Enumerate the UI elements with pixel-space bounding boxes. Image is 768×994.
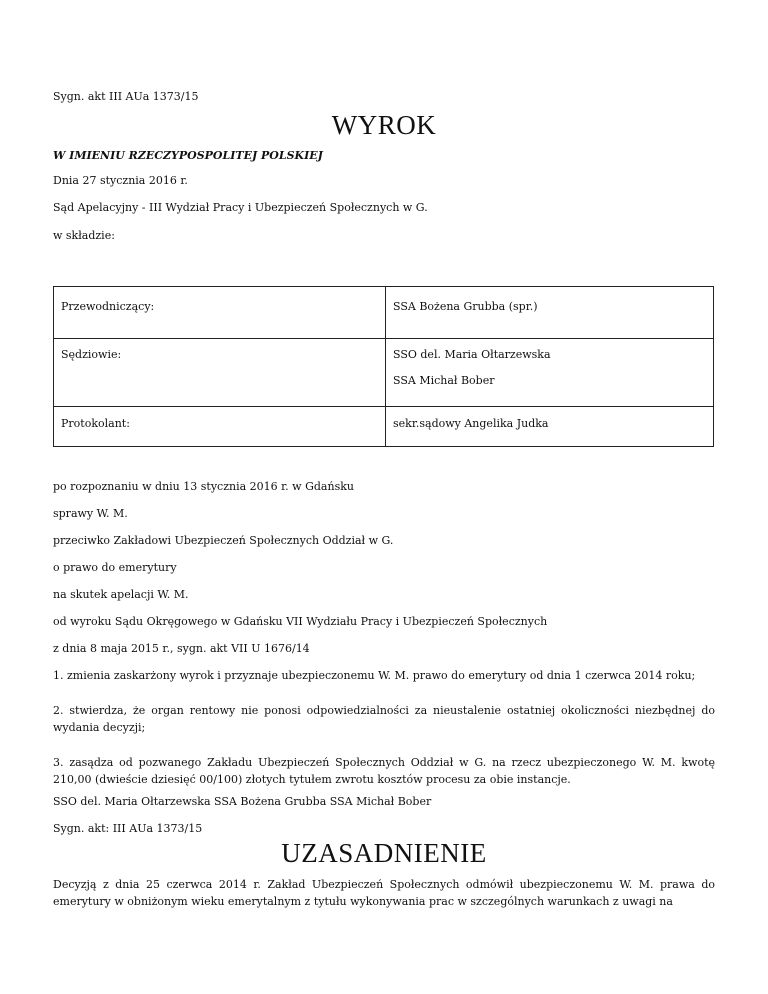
appeal-line: na skutek apelacji W. M.: [53, 588, 189, 601]
clerk-value: sekr.sądowy Angelika Judka: [386, 407, 714, 447]
judgment-date: Dnia 27 stycznia 2016 r.: [53, 174, 188, 187]
composition-table: [53, 286, 714, 447]
judgment-title: WYROK: [331, 110, 437, 140]
ruling-item-2: 2. stwierdza, że organ rentowy nie ponosi odpowiedzialności za nieustalenie ostatniej okoliczności niezbędnej do wydania decyzji;: [53, 704, 715, 734]
ruling-item-3: 3. zasądza od pozwanego Zakładu Ubezpieczeń Społecznych Oddział w G. na rzecz ubezpieczonego W. M. kwotę 210,00 (dwieście dziesięć 00/100) złotych tytułem zwrotu kosztów procesu za obie instancje.: [53, 756, 715, 786]
chair-value: SSA Bożena Grubba (spr.): [386, 287, 714, 339]
signatures: SSO del. Maria Ołtarzewska SSA Bożena Grubba SSA Michał Bober: [53, 795, 432, 808]
chair-label: Przewodniczący:: [54, 287, 386, 339]
composition-intro: w składzie:: [53, 229, 115, 242]
case-signature: Sygn. akt III AUa 1373/15: [53, 90, 199, 103]
table-row: [54, 407, 714, 447]
judges-label: Sędziowie:: [54, 339, 386, 407]
table-row: [54, 287, 714, 339]
from-judgment-line: od wyroku Sądu Okręgowego w Gdańsku VII Wydziału Pracy i Ubezpieczeń Społecznych: [53, 615, 548, 628]
table-row: [54, 339, 714, 407]
justification-title: UZASADNIENIE: [281, 838, 487, 868]
justification-text: Decyzją z dnia 25 czerwca 2014 r. Zakład Ubezpieczeń Społecznych odmówił ubezpieczonemu W. M. prawa do emerytury w obniżonym wieku emerytalnym z tytułu wykonywania prac w szczególnych warunkach z uwagi na: [53, 878, 715, 908]
justification-signature: Sygn. akt: III AUa 1373/15: [53, 822, 203, 835]
party-line: sprawy W. M.: [53, 507, 128, 520]
judges-value: SSO del. Maria Ołtarzewska SSA Michał Bober: [386, 339, 714, 407]
against-line: przeciwko Zakładowi Ubezpieczeń Społecznych Oddział w G.: [53, 534, 394, 547]
hearing-line: po rozpoznaniu w dniu 13 stycznia 2016 r. w Gdańsku: [53, 480, 354, 493]
judgment-subtitle: W IMIENIU RZECZYPOSPOLITEJ POLSKIEJ: [53, 149, 323, 162]
ruling-item-1: 1. zmienia zaskarżony wyrok i przyznaje ubezpieczonemu W. M. prawo do emerytury od dnia 1 czerwca 2014 roku;: [53, 669, 696, 682]
court-name: Sąd Apelacyjny - III Wydział Pracy i Ubezpieczeń Społecznych w G.: [53, 201, 428, 214]
subject-line: o prawo do emerytury: [53, 561, 177, 574]
judgment-date-line: z dnia 8 maja 2015 r., sygn. akt VII U 1676/14: [53, 642, 310, 655]
clerk-label: Protokolant:: [54, 407, 386, 447]
